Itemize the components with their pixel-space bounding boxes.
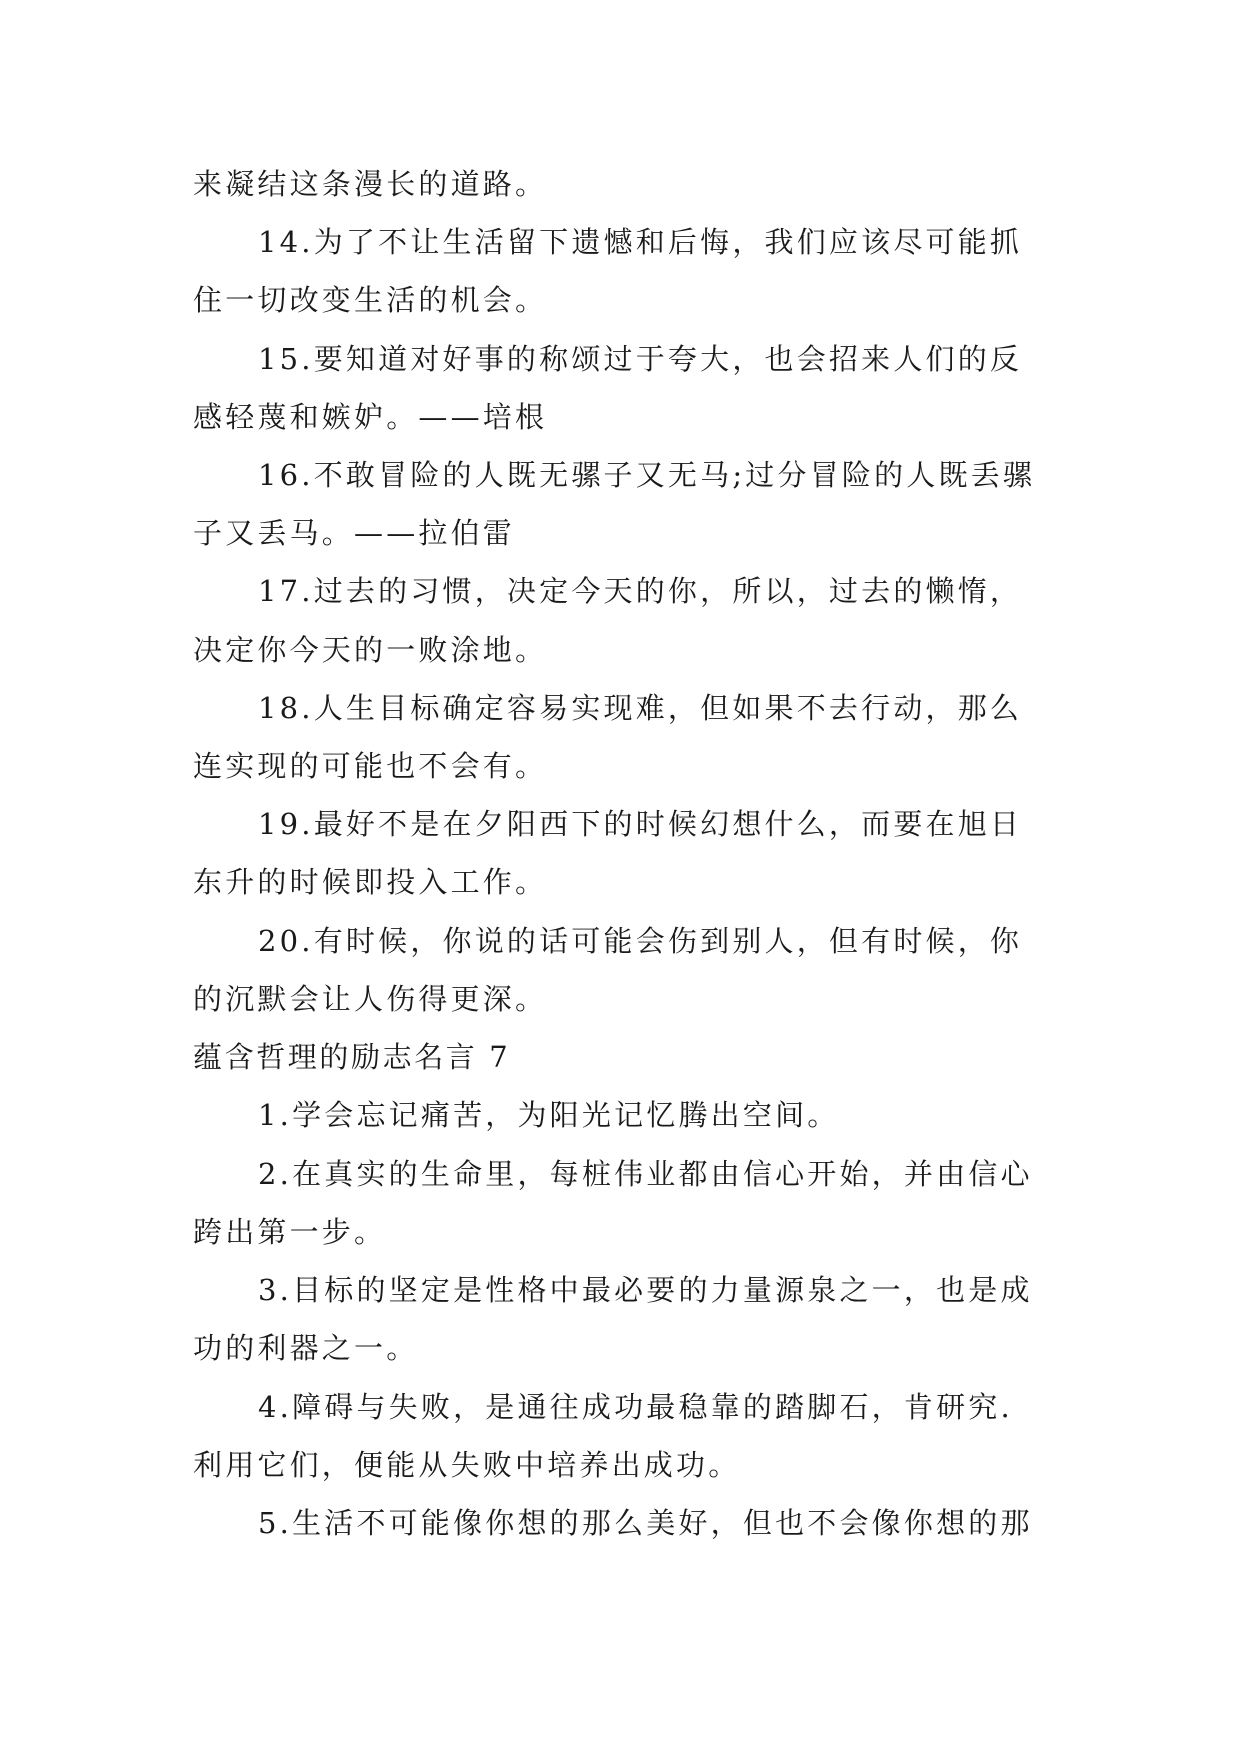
quote-1: 1.学会忘记痛苦，为阳光记忆腾出空间。	[258, 1098, 840, 1132]
quote-14: 14.为了不让生活留下遗憾和后悔，我们应该尽可能抓	[258, 225, 1023, 259]
quote-15: 15.要知道对好事的称颂过于夸大，也会招来人们的反	[258, 342, 1023, 376]
quote-18: 18.人生目标确定容易实现难，但如果不去行动，那么	[258, 691, 1023, 725]
text-line: 功的利器之一。	[193, 1331, 419, 1365]
text-line: 跨出第一步。	[193, 1215, 387, 1249]
quote-17: 17.过去的习惯，决定今天的你，所以，过去的懒惰，	[258, 574, 1023, 608]
quote-3: 3.目标的坚定是性格中最必要的力量源泉之一，也是成	[258, 1273, 1033, 1307]
quote-16: 16.不敢冒险的人既无骡子又无马;过分冒险的人既丢骡	[258, 458, 1036, 492]
text-line: 感轻蔑和嫉妒。——培根	[193, 400, 548, 434]
quote-4: 4.障碍与失败，是通往成功最稳靠的踏脚石，肯研究.	[258, 1390, 1013, 1424]
text-line: 住一切改变生活的机会。	[193, 283, 548, 317]
quote-2: 2.在真实的生命里，每桩伟业都由信心开始，并由信心	[258, 1157, 1033, 1191]
quote-5: 5.生活不可能像你想的那么美好，但也不会像你想的那	[258, 1506, 1033, 1540]
text-line: 决定你今天的一败涂地。	[193, 633, 548, 667]
text-line: 的沉默会让人伤得更深。	[193, 982, 548, 1016]
text-line: 子又丢马。——拉伯雷	[193, 516, 516, 550]
text-line: 利用它们，便能从失败中培养出成功。	[193, 1448, 741, 1482]
text-line: 东升的时候即投入工作。	[193, 865, 548, 899]
quote-19: 19.最好不是在夕阳西下的时候幻想什么，而要在旭日	[258, 807, 1023, 841]
text-line: 来凝结这条漫长的道路。	[193, 167, 548, 201]
text-line: 连实现的可能也不会有。	[193, 749, 548, 783]
section-heading: 蕴含哲理的励志名言 7	[193, 1040, 511, 1074]
quote-20: 20.有时候，你说的话可能会伤到别人，但有时候，你	[258, 924, 1023, 958]
